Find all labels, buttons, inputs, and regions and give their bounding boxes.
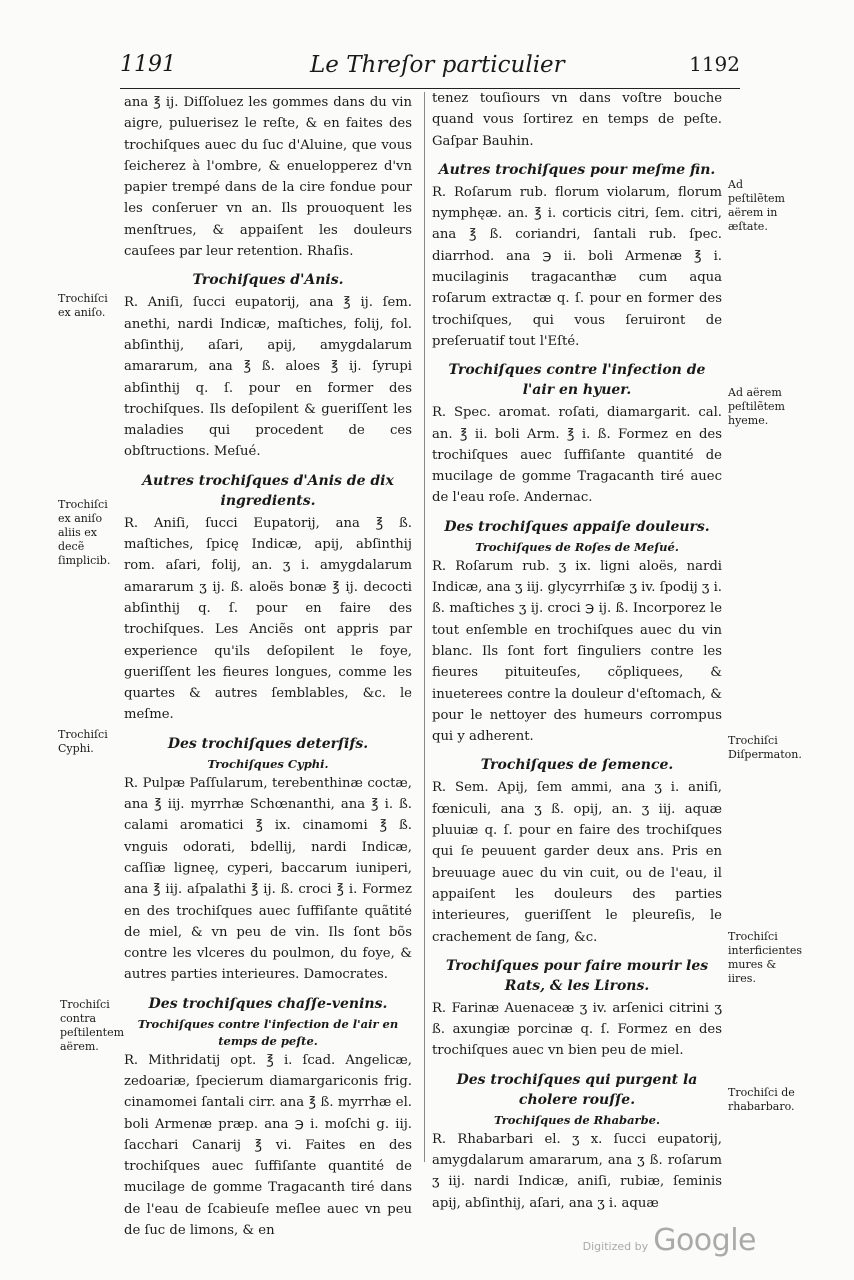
- paragraph: R. Mithridatij opt. ℥ i. ſcad. Angelicæ, zedoariæ, ſpecierum diamargariconis frig. cinamomei ſantali cirr. ana ℥ ß. myrrhæ el. boli Armenæ præp. ana ℈ i. moſchi g. iij. ſacchari Canarij ℥ vi. Faites en des trochiſques auec ſuffiſante quantité de mucilage de gomme Tragacanth tiré dans de l'eau de ſcabieuſe meſlee auec vn peu de ſuc de limons, & en: [124, 1052, 412, 1239]
- margin-note-anis-dix: Trochiſci ex aniſo aliis ex decẽ ſimplicib.: [58, 498, 111, 567]
- margin-note-mures: Trochiſci interficientes mures & iires.: [728, 930, 802, 985]
- running-title: Le Threſor particulier: [310, 52, 565, 78]
- section-heading: Trochiſques d'Anis.: [192, 272, 344, 289]
- margin-note-dispermaton: Trochiſci Diſpermaton.: [728, 734, 802, 761]
- section-heading: Des trochiſques deterſifs.: [167, 735, 369, 752]
- section-heading: Trochiſques pour faire mourir les Rats, & les Lirons.: [445, 957, 709, 994]
- left-page-number: 1191: [120, 52, 176, 77]
- paragraph: R. Aniſi, ſucci eupatorij, ana ℥ ij. ſem. anethi, nardi Indicæ, maſtiches, folij, fol. abſinthij, aſari, apij, amygdalarum amararum, ana ℥ ß. aloes ℥ ij. ſyrupi abſinthij q. ſ. pour en former des trochiſques. Ils deſopilent & gueriſſent les maladies qui procedent de ces obſtructions. Meſué.: [124, 295, 412, 460]
- right-page-number: 1192: [689, 52, 740, 76]
- paragraph: R. Pulpæ Paſſularum, terebenthinæ coctæ, ana ℥ iij. myrrhæ Schœnanthi, ana ℥ i. ß. calami aromatici ℥ ix. cinamomi ℥ ß. vnguis odorati, bdellij, nardi Indicæ, caſſiæ ligneę, cyperi, baccarum iuniperi, ana ℥ iij. aſpalathi ℥ ij. ß. croci ℥ i. Formez en des trochiſques auec ſuffiſante quãtité de miel, & vn peu de vin. Ils ſont bõs contre les vlceres du poulmon, du foye, & autres parties interieures. Damocrates.: [124, 775, 412, 983]
- paragraph: R. Roſarum rub. ʒ ix. ligni aloës, nardi Indicæ, ana ʒ iij. glycyrrhiſæ ʒ iv. ſpodij ʒ i. ß. maſtiches ʒ ij. croci ℈ ij. ß. Incorporez le tout enſemble en trochiſques auec du vin blanc. Ils ſont fort ſinguliers contre les fieures pituiteuſes, cõpliquees, & inueterees contre la douleur d'eſtomach, & pour le nettoyer des humeurs corrompus qui y adherent.: [432, 558, 722, 745]
- section-heading: Autres trochiſques d'Anis de dix ingredients.: [142, 472, 394, 509]
- paragraph: R. Aniſi, ſucci Eupatorij, ana ℥ ß. maſtiches, ſpicę Indicæ, apij, abſinthij rom. aſari, folij, an. ʒ i. amygdalarum amararum ʒ ij. ß. aloës bonæ ℥ ij. decocti abſinthij q. ſ. pour en faire des trochiſques. Les Anciẽs ont appris par experience qu'ils deſopilent le foye, gueriſſent les fieures longues, comme les quartes & autres ſemblables, &c. le meſme.: [124, 515, 412, 723]
- left-column: [124, 92, 412, 1241]
- paragraph: R. Roſarum rub. florum violarum, florum nymphęæ. an. ℥ i. corticis citri, ſem. citri, ana ℥ ß. coriandri, ſantali rub. ſpec. diarrhod. ana ℈ ii. boli Armenæ ℥ i. mucilaginis tragacanthæ cum aqua roſarum extractæ q. ſ. pour en former des trochiſques, qui vous ſeruiront de preſeruatif tout l'Eſté.: [432, 184, 722, 349]
- section-heading: Trochiſques de Roſes de Meſué.: [475, 539, 679, 554]
- digitized-watermark: [583, 1223, 756, 1258]
- watermark-prefix: Digitized by: [582, 1240, 649, 1253]
- margin-note-cyphi: Trochiſci Cyphi.: [58, 728, 108, 755]
- page-header: [120, 52, 740, 86]
- section-heading: Des trochiſques chaſſe-venins.: [148, 995, 388, 1012]
- margin-note-hyeme: Ad aërem peſtilẽtem hyeme.: [728, 386, 785, 427]
- section-heading: Des trochiſques qui purgent la cholere rouſſe.: [456, 1071, 698, 1108]
- paragraph: R. Spec. aromat. roſati, diamargarit. cal. an. ℥ ii. boli Arm. ℥ i. ß. Formez en des trochiſques auec ſuffiſante quantité de mucilage de gomme Tragacanth tiré auec de l'eau roſe. Andernac.: [432, 405, 722, 506]
- paragraph: tenez touſiours vn dans voſtre bouche quand vous ſortirez en temps de peſte. Gaſpar Bauhin.: [432, 91, 722, 149]
- section-heading: Trochiſques de ſemence.: [480, 757, 674, 774]
- section-heading: Des trochiſques appaiſe douleurs.: [444, 518, 710, 535]
- section-heading: Autres trochiſques pour meſme fin.: [438, 161, 716, 178]
- margin-note-peste: Trochiſci contra peſtilentem aërem.: [60, 998, 125, 1053]
- section-heading: Trochiſques contre l'infection de l'air en hyuer.: [448, 362, 706, 399]
- section-heading: Trochiſques contre l'infection de l'air en temps de peſte.: [137, 1016, 399, 1048]
- column-divider: [424, 92, 425, 1162]
- margin-note-estate: Ad peſtilẽtem aërem in æſtate.: [728, 178, 785, 233]
- google-logo: Google: [653, 1223, 756, 1258]
- margin-note-anis: Trochiſci ex aniſo.: [58, 292, 108, 319]
- paragraph: ana ℥ ij. Diſſoluez les gommes dans du vin aigre, puluerisez le reſte, & en faites des trochiſques auec du ſuc d'Aluine, que vous ſeicherez à l'ombre, & enuelopperez d'vn papier trempé dans de la cire fondue pour les conſeruer vn an. Ils prouoquent les menſtrues, & appaiſent les douleurs cauſees par leur retention. Rhaſis.: [124, 95, 412, 260]
- right-column: [432, 88, 722, 1214]
- section-heading: Trochiſques de Rhabarbe.: [494, 1112, 660, 1127]
- margin-note-rhabarbaro: Trochiſci de rhabarbaro.: [728, 1086, 795, 1113]
- paragraph: R. Farinæ Auenaceæ ʒ iv. arſenici citrini ʒ ß. axungiæ porcinæ q. ſ. Formez en des trochiſques auec vn bien peu de miel.: [432, 1000, 722, 1059]
- paragraph: R. Sem. Apij, ſem ammi, ana ʒ i. aniſi, fœniculi, ana ʒ ß. opij, an. ʒ iij. aquæ pluuiæ q. ſ. pour en faire des trochiſques qui ſe peuuent garder deux ans. Pris en breuuage auec du vin cuit, ou de l'eau, il appaiſent les douleurs des parties interieures, gueriſſent le pleureſis, le crachement de ſang, &c.: [432, 780, 722, 945]
- paragraph: R. Rhabarbari el. ʒ x. ſucci eupatorij, amygdalarum amararum, ana ʒ ß. roſarum ʒ iij. nardi Indicæ, aniſi, rubiæ, ſeminis apij, abſinthij, aſari, ana ʒ i. aquæ: [432, 1131, 722, 1211]
- section-heading: Trochiſques Cyphi.: [207, 756, 329, 771]
